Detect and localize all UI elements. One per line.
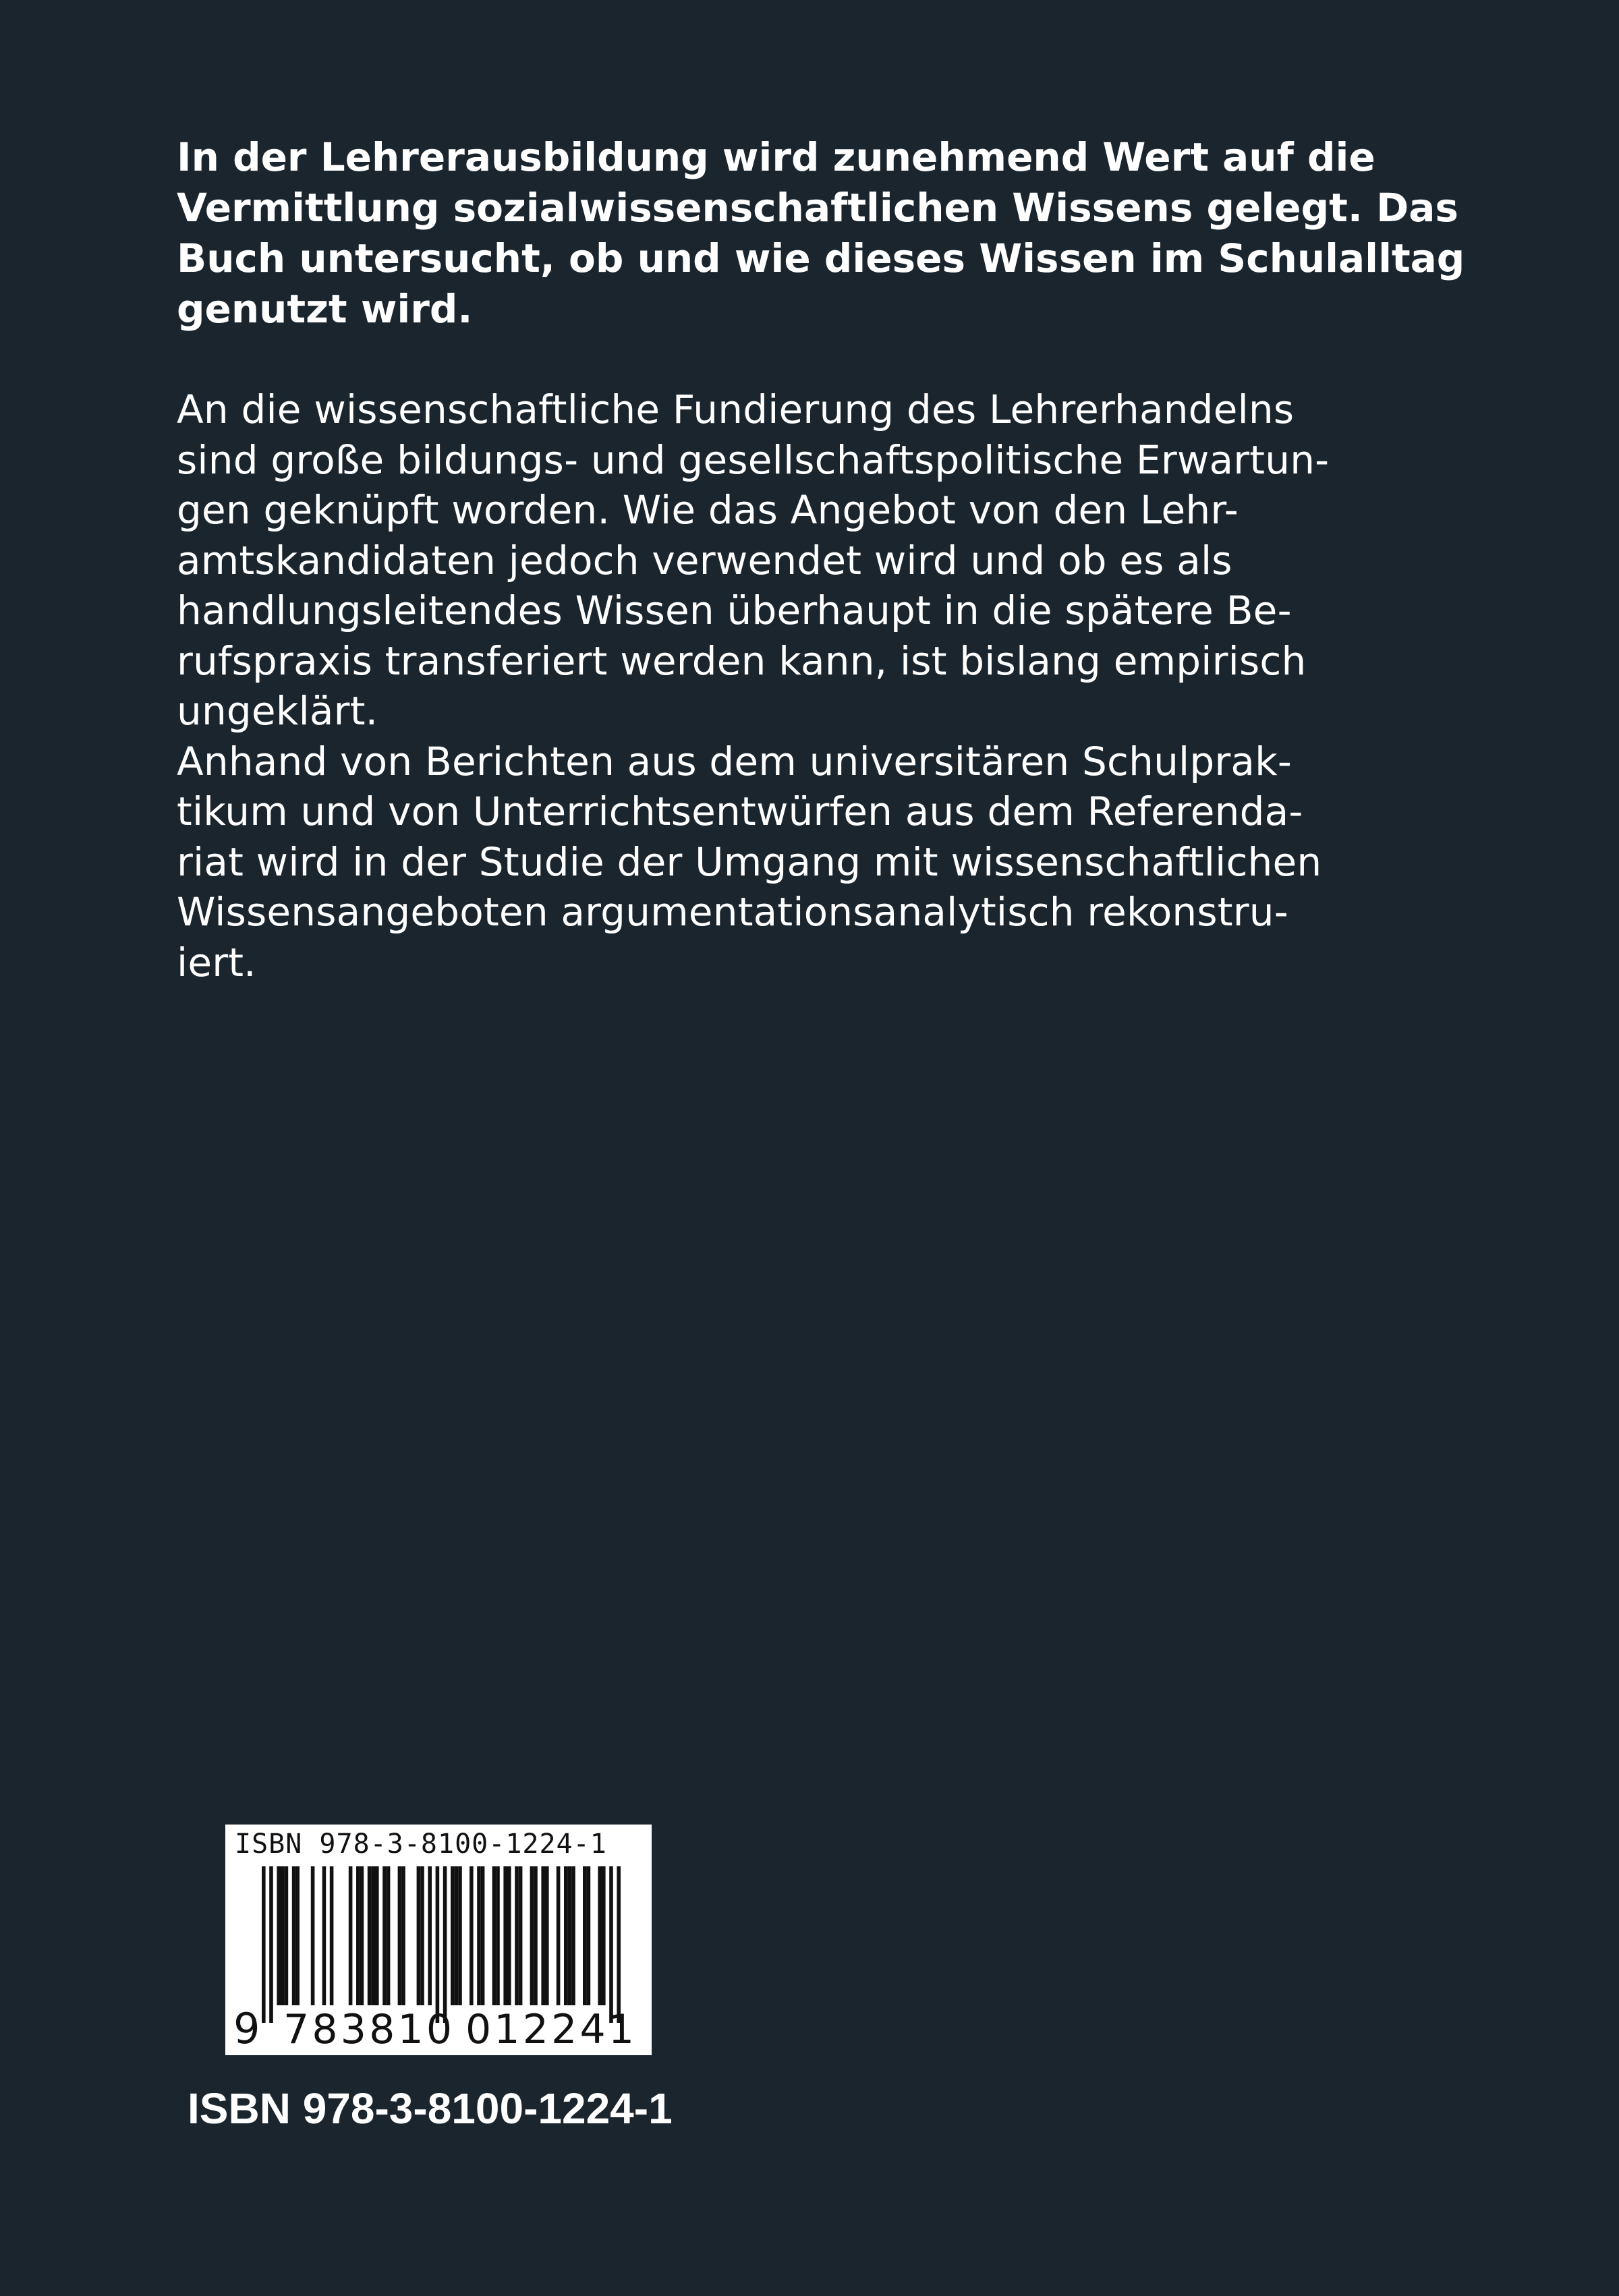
blurb-body-line: Anhand von Berichten aus dem universitären Schulprak- bbox=[177, 738, 1293, 784]
blurb-lead-line: In der Lehrerausbildung wird zunehmend Wert auf die bbox=[177, 134, 1375, 180]
barcode-digit-group-left: 783810 bbox=[283, 2006, 452, 2047]
barcode-bar bbox=[269, 1866, 273, 2023]
blurb-body-line: sind große bildungs- und gesellschaftspolitische Erwartun- bbox=[177, 436, 1330, 483]
barcode-bar bbox=[330, 1866, 334, 2005]
blurb-body-line: rufspraxis transferiert werden kann, ist bislang empirisch bbox=[177, 637, 1307, 684]
barcode-bar bbox=[557, 1866, 561, 2005]
barcode-bar bbox=[571, 1866, 575, 2005]
barcode-bar bbox=[564, 1866, 568, 2005]
barcode-bar bbox=[583, 1866, 587, 2005]
blurb-body-line: amtskandidaten jedoch verwendet wird und ob es als bbox=[177, 537, 1232, 583]
barcode-bar bbox=[281, 1866, 285, 2005]
blurb-lead-line: Buch untersucht, ob und wie dieses Wissen im Schulalltag bbox=[177, 235, 1465, 281]
barcode-isbn-label: ISBN 978-3-8100-1224-1 bbox=[235, 1829, 607, 1860]
barcode-bar bbox=[530, 1866, 534, 2005]
barcode-bar bbox=[428, 1866, 432, 2005]
blurb-lead-paragraph bbox=[177, 132, 1499, 335]
blurb-body-line: ungeklärt. bbox=[177, 688, 378, 734]
blurb-body-line: iert. bbox=[177, 939, 256, 985]
barcode-bar bbox=[382, 1866, 387, 2005]
barcode-bar bbox=[387, 1866, 391, 2005]
barcode-bar bbox=[496, 1866, 500, 2005]
blurb-body-line: tikum und von Unterrichtsentwürfen aus dem Referenda- bbox=[177, 788, 1303, 834]
barcode-bar bbox=[541, 1866, 545, 2005]
blurb-body-line: Wissensangeboten argumentationsanalytisch rekonstru- bbox=[177, 889, 1288, 935]
barcode-digit-group-right: 012241 bbox=[465, 2006, 634, 2047]
barcode-bar bbox=[295, 1866, 300, 2005]
barcode-bar bbox=[277, 1866, 281, 2005]
barcode-bar bbox=[443, 1866, 447, 2023]
barcode-bar bbox=[420, 1866, 424, 2005]
barcode-bar bbox=[417, 1866, 421, 2005]
barcode-bar bbox=[285, 1866, 289, 2005]
blurb-body-line: An die wissenschaftliche Fundierung des Lehrerhandelns bbox=[177, 386, 1295, 432]
barcode-bar bbox=[477, 1866, 481, 2005]
barcode-bar bbox=[503, 1866, 507, 2005]
blurb-lead-line: Vermittlung sozialwissenschaftlichen Wissens gelegt. Das bbox=[177, 185, 1458, 231]
barcode-bar bbox=[515, 1866, 519, 2005]
barcode-bar bbox=[492, 1866, 496, 2005]
barcode-bar bbox=[609, 1866, 613, 2023]
blurb-body-line: handlungsleitendes Wissen überhaupt in die spätere Be- bbox=[177, 587, 1292, 633]
barcode-digit-first: 9 bbox=[233, 2004, 260, 2047]
barcode-bar bbox=[458, 1866, 462, 2005]
barcode-bar bbox=[375, 1866, 379, 2005]
barcode-bar bbox=[602, 1866, 606, 2005]
barcode-bar bbox=[360, 1866, 364, 2005]
barcode-bar bbox=[455, 1866, 459, 2005]
barcode-bar bbox=[545, 1866, 549, 2005]
barcode-bar bbox=[262, 1866, 266, 2023]
blurb-lead-line: genutzt wird. bbox=[177, 286, 473, 332]
barcode-bar bbox=[519, 1866, 523, 2005]
barcode-bar bbox=[371, 1866, 375, 2005]
isbn-footer: ISBN 978-3-8100-1224-1 bbox=[188, 2084, 673, 2133]
barcode-bar bbox=[617, 1866, 621, 2023]
barcode-bar bbox=[436, 1866, 440, 2023]
blurb-body-paragraphs bbox=[177, 384, 1499, 987]
barcode-bar bbox=[349, 1866, 353, 2005]
barcode-bar bbox=[451, 1866, 455, 2005]
barcode-bar bbox=[587, 1866, 591, 2005]
isbn-barcode bbox=[225, 1825, 652, 2055]
barcode-bar bbox=[292, 1866, 296, 2005]
barcode-bar bbox=[311, 1866, 315, 2005]
barcode-bar bbox=[598, 1866, 602, 2005]
barcode-bar bbox=[481, 1866, 485, 2005]
blurb-body-line: riat wird in der Studie der Umgang mit wissenschaftlichen bbox=[177, 838, 1322, 885]
barcode-bar bbox=[568, 1866, 572, 2005]
barcode-bar bbox=[507, 1866, 511, 2005]
barcode-bar bbox=[356, 1866, 360, 2005]
barcode-bar bbox=[534, 1866, 538, 2005]
blurb-body-line: gen geknüpft worden. Wie das Angebot von den Lehr- bbox=[177, 487, 1239, 533]
barcode-bar bbox=[470, 1866, 474, 2005]
barcode-bars bbox=[232, 1866, 645, 2047]
barcode-bar bbox=[401, 1866, 405, 2005]
barcode-bar bbox=[322, 1866, 326, 2005]
barcode-bar bbox=[368, 1866, 372, 2005]
barcode-bar bbox=[398, 1866, 402, 2005]
